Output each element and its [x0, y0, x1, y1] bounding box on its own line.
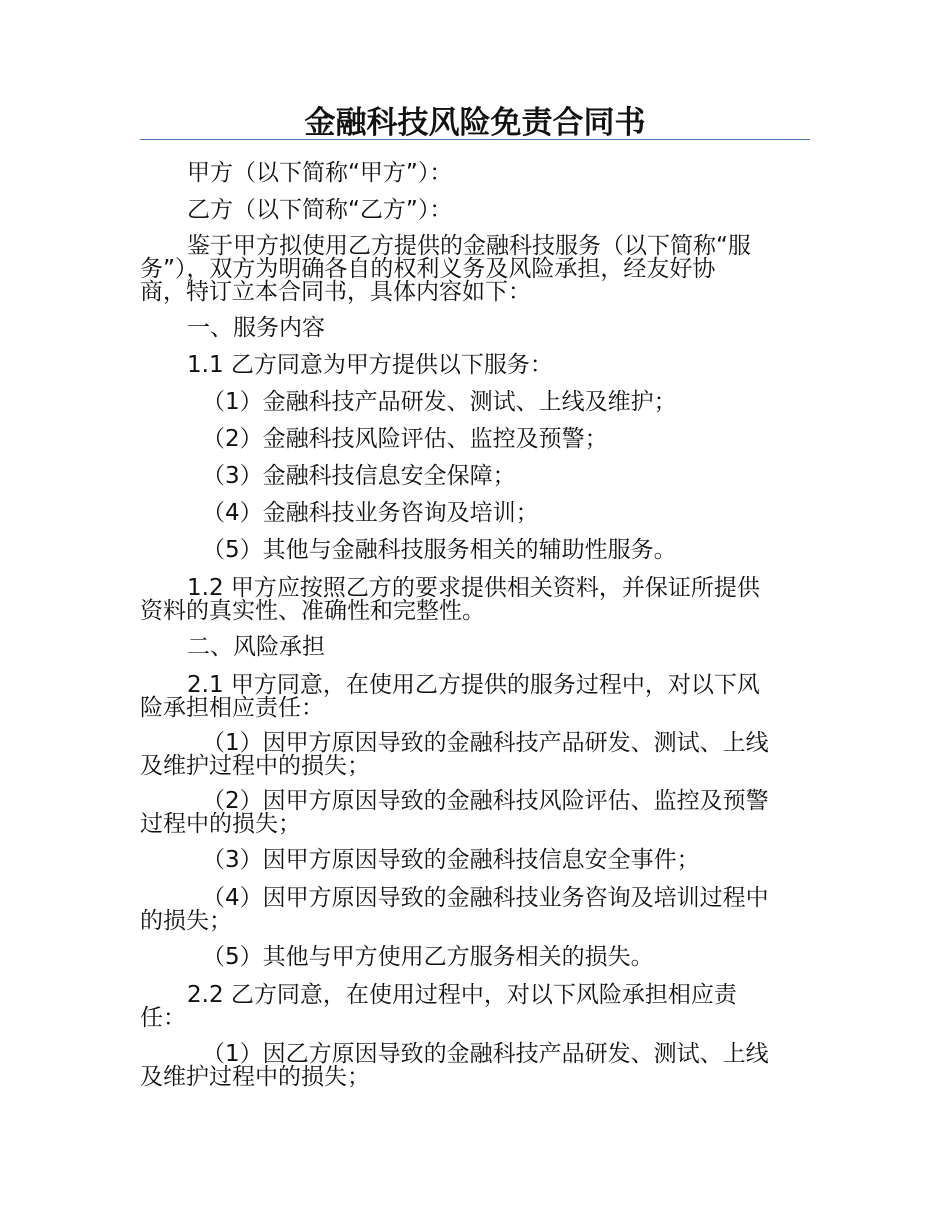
- section-1-heading: [140, 317, 810, 340]
- clause-2-1-item-5: [140, 946, 810, 969]
- title-underline: [140, 139, 810, 140]
- clause-2-1-item-4-line-2: 的损失；: [140, 908, 232, 934]
- clause-2-1-line-1: 2.1 甲方同意，在使用乙方提供的服务过程中，对以下风: [187, 672, 760, 698]
- clause-2-1-item-5-text: （5）其他与甲方使用乙方服务相关的损失。: [202, 944, 654, 970]
- clause-2-2-line-2: 任：: [140, 1005, 186, 1031]
- intro-line-2: 务”），双方为明确各自的权利义务及风险承担，经友好协: [140, 256, 716, 282]
- clause-2-1-item-3-text: （3）因甲方原因导致的金融科技信息安全事件；: [202, 847, 700, 873]
- clause-2-1-item-1-line-2: 及维护过程中的损失；: [140, 753, 370, 779]
- clause-1-1-text: 1.1 乙方同意为甲方提供以下服务：: [187, 352, 553, 378]
- party-a-text: 甲方（以下简称“甲方”）：: [187, 160, 453, 186]
- section-1-heading-text: 一、服务内容: [187, 315, 325, 341]
- clause-1-2-line-1: 1.2 甲方应按照乙方的要求提供相关资料，并保证所提供: [187, 575, 760, 601]
- clause-1-1-item-3: [140, 465, 810, 488]
- clause-1-1-item-4: [140, 502, 810, 525]
- clause-1-1-item-2: [140, 428, 810, 451]
- list-item: （3）金融科技信息安全保障；: [202, 463, 516, 489]
- clause-2-1-item-2-line-1: （2）因甲方原因导致的金融科技风险评估、监控及预警: [202, 788, 769, 814]
- clause-2-1-item-3: [140, 849, 810, 872]
- clause-2-1-line-2: 险承担相应责任：: [140, 695, 324, 721]
- intro-line-3: 商，特订立本合同书，具体内容如下：: [140, 279, 531, 305]
- list-item: （4）金融科技业务咨询及培训；: [202, 500, 539, 526]
- section-2-heading: [140, 636, 810, 659]
- clause-2-2-item-1: [140, 1043, 810, 1089]
- list-item: （5）其他与金融科技服务相关的辅助性服务。: [202, 537, 677, 563]
- clause-1-2-line-2: 资料的真实性、准确性和完整性。: [140, 598, 485, 624]
- clause-1-1-item-5: [140, 539, 810, 562]
- party-a-line: [140, 162, 810, 185]
- clause-1-1-item-1: [140, 391, 810, 414]
- clause-2-1-item-4: [140, 887, 810, 933]
- party-b-text: 乙方（以下简称“乙方”）：: [187, 197, 453, 223]
- intro-line-1: 鉴于甲方拟使用乙方提供的金融科技服务（以下简称“服: [187, 233, 751, 259]
- clause-2-2: [140, 984, 810, 1030]
- document-title: 金融科技风险免责合同书: [304, 105, 646, 141]
- clause-2-1-item-2-line-2: 过程中的损失；: [140, 811, 301, 837]
- list-item: （1）金融科技产品研发、测试、上线及维护；: [202, 389, 677, 415]
- party-b-line: [140, 199, 810, 222]
- clause-2-2-item-1-line-2: 及维护过程中的损失；: [140, 1064, 370, 1090]
- clause-2-2-line-1: 2.2 乙方同意，在使用过程中，对以下风险承担相应责: [187, 982, 737, 1008]
- clause-2-1-item-2: [140, 790, 810, 836]
- clause-2-2-item-1-line-1: （1）因乙方原因导致的金融科技产品研发、测试、上线: [202, 1041, 769, 1067]
- list-item: （2）金融科技风险评估、监控及预警；: [202, 426, 608, 452]
- clause-2-1-item-4-line-1: （4）因甲方原因导致的金融科技业务咨询及培训过程中: [202, 885, 769, 911]
- section-2-heading-text: 二、风险承担: [187, 634, 325, 660]
- clause-2-1: [140, 674, 810, 720]
- clause-1-1: [140, 354, 810, 377]
- clause-2-1-item-1: [140, 732, 810, 778]
- clause-2-1-item-1-line-1: （1）因甲方原因导致的金融科技产品研发、测试、上线: [202, 730, 769, 756]
- intro-paragraph: [140, 235, 810, 304]
- clause-1-2: [140, 577, 810, 623]
